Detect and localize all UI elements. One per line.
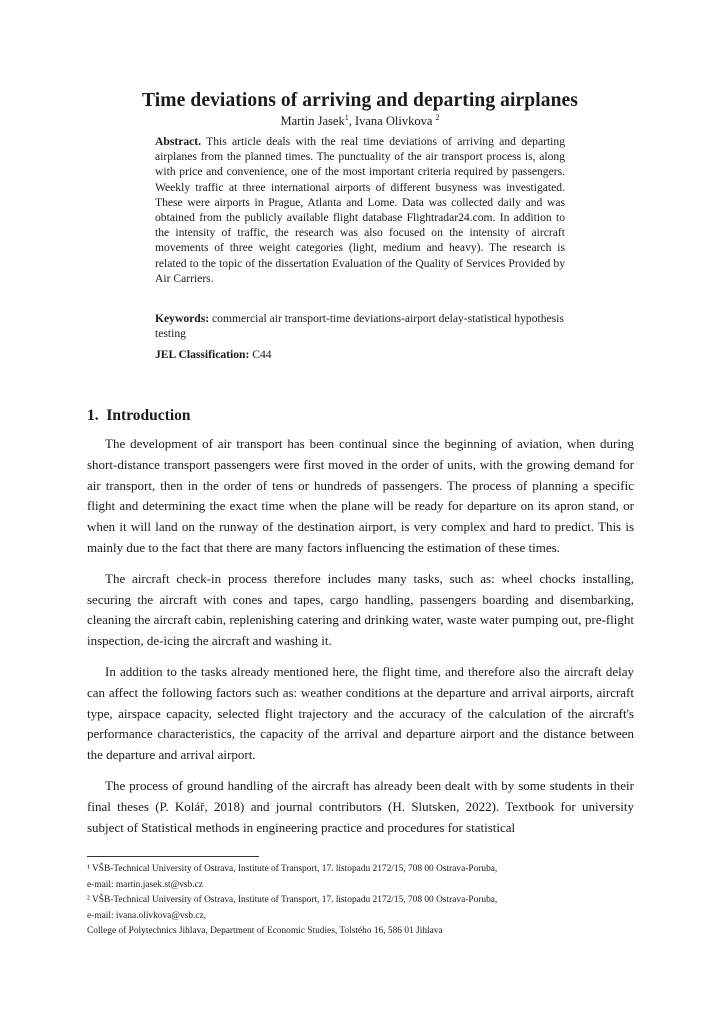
section-number: 1. [87, 407, 99, 424]
footnote-line: e-mail: ivana.olivkova@vsb.cz, [87, 910, 207, 921]
jel-code: C44 [252, 348, 272, 361]
footnote-divider [87, 856, 259, 857]
paragraph: The development of air transport has been continual since the beginning of aviation, when during short-distance transport passengers were first moved in the order of units, with the growing demand for air transport, then in the order of tens or hundreds of passengers. The process of planning a specific flight and determining the exact time when the plane will be ready for departure on its apron stand, or when it will land on the runway of the destination airport, is very complex and hard to predict. This is mainly due to the fact that there are many factors influencing the estimation of these times. [87, 436, 634, 555]
author-name: Ivana Olivkova [354, 114, 433, 129]
paragraph: The aircraft check-in process therefore includes many tasks, such as: wheel chocks installing, securing the aircraft with cones and tapes, cargo handling, passengers boarding and disembarking, cleaning the aircraft cabin, replenishing catering and drinking water, waste water pumping out, pre-flight inspection, de-icing the aircraft and washing it. [87, 570, 634, 649]
footnotes [87, 862, 634, 940]
paragraph: In addition to the tasks already mentioned here, the flight time, and therefore also the aircraft delay can affect the following factors such as: weather conditions at the departure and arrival airports, aircraft type, airspace capacity, selected flight trajectory and the accuracy of the calculation of the aircraft's performance characteristics, the capacity of the arrival and departure airport and the distance between the departure and arrival airport. [87, 663, 634, 763]
footnote-line: College of Polytechnics Jihlava, Department of Economic Studies, Tolstého 16, 586 01 Jihlava [87, 926, 443, 936]
footnote-line: e-mail: martin.jasek.st@vsb.cz [87, 879, 203, 890]
abstract [155, 134, 565, 286]
abstract-text: This article deals with the real time deviations of arriving and departing airplanes from the planned times. The punctuality of the air transport process is, along with price and convenience, one of the most important criteria required by passengers. Weekly traffic at three international airports of different busyness was investigated. These were airports in Prague, Atlanta and Lome. Data was collected daily and was obtained from the publicly available flight database Flightradar24.com. In addition to the intensity of traffic, the research was also focused on the intensity of aircraft movements of three weight categories (light, medium and heavy). The research is related to the topic of the dissertation Evaluation of the Quality of Services Provided by Air Carriers. [155, 135, 565, 285]
author-line [0, 113, 720, 129]
section-heading [87, 407, 191, 425]
abstract-label: Abstract. [155, 135, 202, 148]
jel-classification [155, 348, 565, 361]
jel-label: JEL Classification: [155, 348, 250, 361]
section-body [87, 434, 634, 848]
paragraph: The process of ground handling of the aircraft has already been dealt with by some students in their final theses (P. Kolář, 2018) and journal contributors (H. Slutsken, 2022). Textbook for university subject of Statistical methods in engineering practice and procedures for statistical [87, 777, 634, 835]
author-separator: , [348, 114, 355, 129]
footnote-marker: 1 [344, 113, 349, 122]
keywords-text: commercial air transport-time deviations-airport delay-statistical hypothesis testing [155, 312, 564, 341]
keywords-label: Keywords: [155, 312, 210, 325]
keywords [155, 311, 565, 341]
footnote-line: ² VŠB-Technical University of Ostrava, Institute of Transport, 17. listopadu 2172/15, 708 00 Ostrava-Poruba, [87, 895, 498, 905]
section-title: Introduction [106, 407, 191, 424]
footnote-marker: 2 [435, 113, 440, 122]
footnote-line: ¹ VŠB-Technical University of Ostrava, Institute of Transport, 17. listopadu 2172/15, 708 00 Ostrava-Poruba, [87, 864, 498, 874]
paper-title: Time deviations of arriving and departing airplanes [142, 90, 578, 111]
author-name: Martin Jasek [280, 114, 345, 129]
